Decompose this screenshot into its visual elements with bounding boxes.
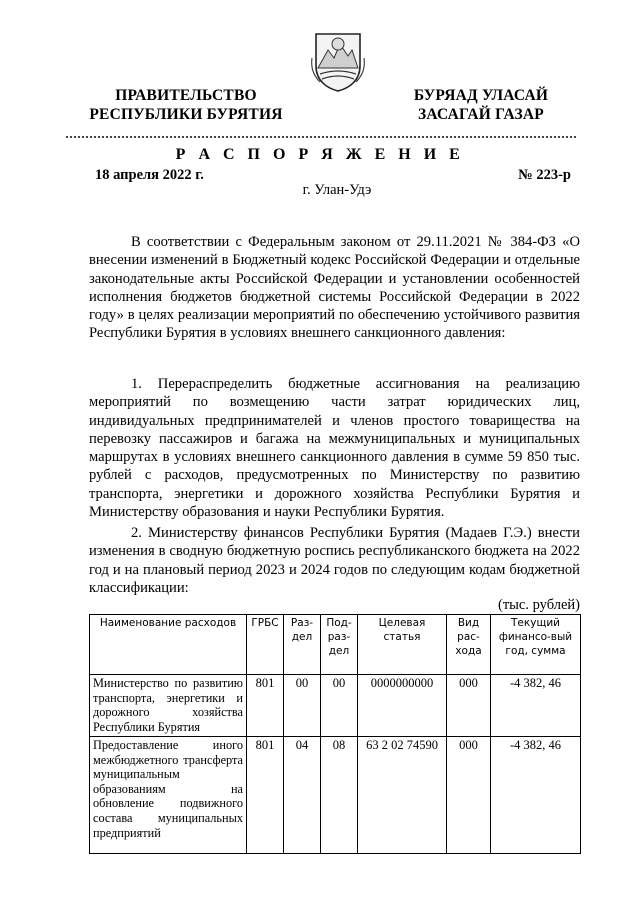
row-sum: -4 382, 46 — [491, 675, 581, 737]
preamble-paragraph — [89, 233, 580, 359]
clause-2-paragraph — [89, 524, 580, 596]
government-name-buryat — [405, 86, 557, 124]
budget-table — [89, 614, 581, 854]
table-row — [90, 737, 581, 854]
row-vid: 000 — [447, 675, 491, 737]
header-left-line-2: РЕСПУБЛИКИ БУРЯТИЯ — [89, 106, 283, 123]
document-date: 18 апреля 2022 г. — [95, 167, 204, 183]
header-right-line-2: ЗАСАГАЙ ГАЗАР — [418, 106, 544, 123]
header-podrazdel: Под-раз-дел — [321, 615, 358, 675]
row-target: 0000000000 — [358, 675, 447, 737]
row-razdel: 00 — [284, 675, 321, 737]
header-name: Наименование расходов — [90, 615, 247, 675]
header-razdel: Раз-дел — [284, 615, 321, 675]
clause-2-text: 2. Министерству финансов Республики Бурятия (Мадаев Г.Э.) внести изменения в сводную бюджетную роспись республиканского бюджета на 2022 год и на плановый период 2023 и 2024 годов по следующим кодам бюджетной классификации: — [89, 525, 580, 596]
document-city: г. Улан-Удэ — [302, 182, 372, 198]
header-left-line-1: ПРАВИТЕЛЬСТВО — [115, 87, 257, 104]
header-sum: Текущий финансо-вый год, сумма — [491, 615, 581, 675]
row-grbs: 801 — [247, 737, 284, 854]
coat-of-arms-emblem — [310, 28, 366, 92]
table-header-row — [90, 615, 581, 675]
row-podrazdel: 00 — [321, 675, 358, 737]
table-row — [90, 675, 581, 737]
header-target: Целевая статья — [358, 615, 447, 675]
clause-1-paragraph — [89, 375, 580, 521]
header-right-line-1: БУРЯАД УЛАСАЙ — [413, 87, 549, 104]
preamble-text: В соответствии с Федеральным законом от 29.11.2021 № 384-ФЗ «О внесении изменений в Бюджетный кодекс Российской Федерации и отдельные законодательные акты Российской Федерации и установлении особенностей исполнения бюджетов бюджетной системы Российской Федерации в 2022 году» в целях реализации мероприятий по обеспечению устойчивого развития Республики Бурятия в условиях внешнего санкционного давления: — [89, 234, 580, 342]
document-type-title: Р А С П О Р Я Ж Е Н И Е — [175, 146, 465, 163]
row-name: Министерство по развитию транспорта, энергетики и дорожного хозяйства Республики Бурятия — [90, 675, 247, 737]
document-number: № 223-р — [518, 167, 571, 183]
row-target: 63 2 02 74590 — [358, 737, 447, 854]
row-podrazdel: 08 — [321, 737, 358, 854]
row-razdel: 04 — [284, 737, 321, 854]
header-divider — [66, 136, 576, 138]
row-sum: -4 382, 46 — [491, 737, 581, 854]
government-name-russian — [80, 86, 292, 124]
row-name: Предоставление иного межбюджетного трансферта муниципальным образованиям на обновление подвижного состава муниципальных предприятий — [90, 737, 247, 854]
header-grbs: ГРБС — [247, 615, 284, 675]
row-vid: 000 — [447, 737, 491, 854]
table-units: (тыс. рублей) — [498, 597, 580, 613]
row-grbs: 801 — [247, 675, 284, 737]
clause-1-text: 1. Перераспределить бюджетные ассигнования на реализацию мероприятий по возмещению части затрат юридических лиц, индивидуальных предпринимателей и членов простого товарищества на перевозку пассажиров и багажа на межмуниципальных и муниципальных маршрутах в условиях внешнего санкционного давления в сумме 59 850 тыс. рублей с расходов, предусмотренных по Министерству по развитию транспорта, энергетики и дорожного хозяйства Республики Бурятия и Министерству образования и науки Республики Бурятия. — [89, 376, 580, 521]
header-vid: Вид рас-хода — [447, 615, 491, 675]
